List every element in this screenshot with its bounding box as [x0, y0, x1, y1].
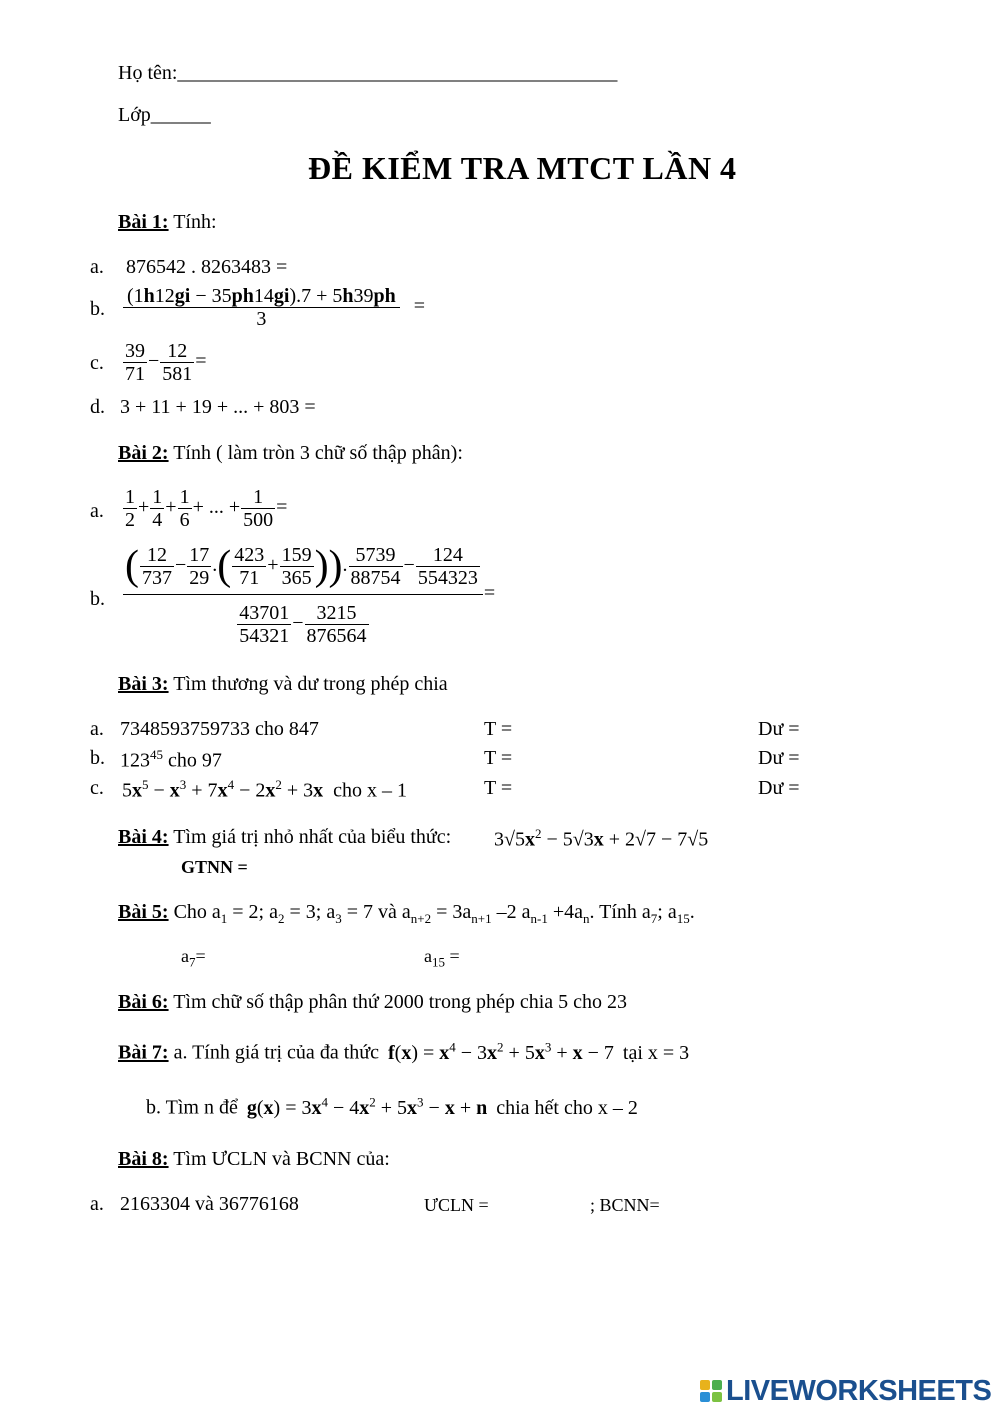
num-part: h — [342, 285, 354, 307]
bai3-b-expr — [120, 747, 222, 773]
math: x — [593, 828, 604, 851]
operator: . — [212, 554, 218, 576]
logo-square — [700, 1392, 710, 1402]
paren: )) — [314, 543, 343, 590]
sub: 7 — [189, 954, 196, 970]
bai4-heading: Bài 4: — [118, 826, 169, 848]
num-part: ph — [373, 285, 396, 307]
num-part: − 35 — [190, 285, 232, 307]
sub: 2 — [278, 911, 285, 926]
operator: − — [148, 350, 160, 373]
math: x — [572, 1041, 583, 1064]
operator: + ... + — [192, 496, 241, 519]
numerator: 39 — [125, 340, 145, 362]
denominator: 2 — [125, 509, 135, 531]
bai2-b-label: b. — [90, 588, 105, 610]
logo-mark-icon — [700, 1380, 722, 1402]
math: n — [476, 1096, 488, 1119]
text: tại x = 3 — [622, 1041, 690, 1064]
bai6-text: Tìm chữ số thập phân thứ 2000 trong phép chia 5 cho 23 — [173, 991, 628, 1013]
numerator: 423 — [234, 543, 265, 566]
bai5-heading: Bài 5: — [118, 901, 169, 923]
sub: n+2 — [410, 911, 432, 926]
math: x — [359, 1096, 370, 1119]
bai3-a-expr: 7348593759733 cho 847 — [120, 718, 319, 740]
bai3-c-remainder[interactable]: Dư = — [758, 777, 800, 799]
bai2-a-expr — [122, 486, 287, 531]
numerator: 1 — [125, 486, 135, 508]
big-fraction — [123, 540, 483, 648]
math: x — [444, 1096, 455, 1119]
bai2-heading-line — [118, 442, 463, 465]
logo-square — [712, 1392, 722, 1402]
fraction — [123, 340, 147, 385]
exponent: 45 — [150, 747, 163, 762]
bai1-heading: Bài 1: — [118, 211, 169, 233]
numerator: 124 — [416, 544, 480, 567]
operator: − — [292, 612, 304, 635]
sub: n — [583, 911, 590, 926]
numerator: 5739 — [349, 544, 403, 567]
bai2-b-expr — [122, 540, 495, 648]
fraction — [237, 602, 291, 647]
math: x — [524, 828, 535, 851]
numerator: 159 — [281, 543, 312, 566]
fraction — [241, 486, 275, 531]
text: . Tính a — [589, 901, 651, 923]
sub: 7 — [650, 911, 658, 926]
numerator: 3215 — [305, 602, 369, 625]
fraction — [305, 602, 369, 647]
num-part: 14 — [253, 285, 274, 307]
bai3-c-label: c. — [90, 777, 104, 799]
math: x — [217, 779, 228, 802]
denominator: 54321 — [239, 625, 290, 648]
denominator: 876564 — [306, 625, 367, 648]
fraction — [349, 544, 403, 589]
text: = 3a — [431, 901, 472, 923]
math: 2 — [275, 777, 282, 792]
logo-square — [700, 1380, 710, 1390]
operator: − — [175, 554, 187, 576]
bai8-a-expr: 2163304 và 36776168 — [120, 1193, 299, 1215]
fraction — [140, 544, 174, 589]
denominator: 71 — [125, 363, 145, 385]
bai3-a-label: a. — [90, 718, 104, 740]
bai3-b-quotient[interactable]: T = — [484, 747, 513, 769]
text: = 3; a — [284, 901, 336, 923]
bai8-line — [118, 1148, 390, 1171]
text: Cho a — [173, 901, 221, 923]
numerator: 12 — [160, 340, 194, 363]
sub: 15 — [676, 911, 690, 926]
bai1-d-expr: 3 + 11 + 19 + ... + 803 = — [120, 396, 316, 418]
math: 2 — [497, 1039, 504, 1054]
expr-tail: cho x – 1 — [333, 779, 408, 802]
text: a — [181, 946, 189, 966]
math: x — [169, 779, 180, 802]
student-class-field[interactable]: Lớp______ — [118, 104, 211, 126]
sub: 3 — [335, 911, 342, 926]
fraction — [178, 486, 192, 531]
denominator: 4 — [152, 509, 163, 531]
operator: + — [138, 496, 150, 519]
bai8-ucln-field[interactable]: ƯCLN = — [424, 1195, 489, 1215]
denominator: 29 — [189, 566, 210, 589]
denominator: 71 — [239, 566, 260, 589]
math: x — [265, 779, 276, 802]
bai2-heading: Bài 2: — [118, 442, 169, 464]
bai3-heading: Bài 3: — [118, 673, 169, 695]
bai1-b-expr — [122, 285, 425, 330]
text: = 7 và a — [341, 901, 411, 923]
math: 5 — [142, 777, 149, 792]
math: x — [487, 1041, 498, 1064]
num-part: 12 — [154, 285, 175, 307]
math: x — [132, 779, 142, 802]
math: 3 — [179, 777, 187, 792]
bai3-b-remainder[interactable]: Dư = — [758, 747, 800, 769]
fraction — [160, 340, 194, 385]
math: 4 — [449, 1039, 456, 1054]
sub: 15 — [432, 954, 445, 970]
numerator: 17 — [189, 543, 210, 566]
bai8-bcnn-field[interactable]: ; BCNN= — [590, 1195, 660, 1215]
fraction — [280, 544, 314, 589]
student-name-field[interactable]: Họ tên:____________________________________________ — [118, 62, 618, 84]
bai3-c-quotient[interactable]: T = — [484, 777, 513, 799]
math: x — [401, 1041, 412, 1064]
bai7-a-polynomial: $f(x) = x^4 - 3x^2 + 5x^3 + x - 7$ — [387, 1039, 614, 1064]
math: x — [534, 1041, 545, 1064]
bai1-b-label: b. — [90, 298, 105, 320]
denominator: 500 — [243, 509, 274, 531]
denominator: 737 — [142, 566, 172, 589]
operator: . — [342, 554, 348, 576]
bai2-text: Tính ( làm tròn 3 chữ số thập phân): — [173, 442, 463, 464]
math: 3 — [417, 1094, 424, 1109]
numerator: 1 — [241, 486, 275, 509]
bai7-a-line — [118, 1039, 689, 1065]
math: 3 — [544, 1039, 552, 1054]
numerator: 1 — [179, 486, 190, 508]
math: 5 — [122, 779, 132, 802]
num-part: (1 — [127, 285, 144, 307]
bai1-text: Tính: — [173, 211, 217, 233]
math: 4 — [227, 777, 235, 792]
math: x — [313, 779, 324, 802]
bai5-line — [118, 901, 695, 927]
logo-square — [712, 1380, 722, 1390]
bai6-line — [118, 991, 627, 1014]
bai1-heading-line — [118, 211, 217, 234]
sub: 1 — [220, 911, 228, 926]
text: = — [445, 946, 460, 966]
equals: = — [483, 581, 496, 604]
text: –2 a — [491, 901, 531, 923]
logo-text: LIVEWORKSHEETS — [726, 1374, 992, 1407]
bai3-b-label: b. — [90, 747, 105, 769]
bai8-a-label: a. — [90, 1193, 104, 1215]
text: +4a — [547, 901, 583, 923]
bai7-b-line — [146, 1094, 638, 1120]
bai6-heading: Bài 6: — [118, 991, 169, 1013]
bai3-text: Tìm thương và dư trong phép chia — [173, 673, 448, 695]
math: f — [387, 1041, 395, 1064]
denominator: 6 — [179, 509, 190, 531]
denominator: 554323 — [417, 566, 478, 589]
text: chia hết cho x – 2 — [496, 1096, 638, 1119]
bai1-a-label: a. — [90, 256, 104, 278]
bai4-gtnn[interactable]: GTNN = — [181, 857, 248, 877]
math: 2 — [369, 1094, 376, 1109]
num-part: gi — [174, 285, 191, 307]
bai3-a-quotient[interactable]: T = — [484, 718, 513, 740]
bai4-text: Tìm giá trị nhỏ nhất của biểu thức: — [173, 826, 452, 848]
text: . — [689, 901, 695, 923]
text: = — [195, 946, 206, 966]
bai7-b-polynomial: $g(x) = 3x^4 - 4x^2 + 5x^3 - x + n$ — [246, 1094, 488, 1119]
bai1-d-label: d. — [90, 396, 105, 418]
equals: = — [276, 496, 288, 519]
bai4-heading-line — [118, 826, 451, 849]
bai1-a-expr: 876542 . 8263483 = — [126, 256, 288, 278]
fraction — [232, 544, 266, 589]
bai2-a-label: a. — [90, 500, 104, 522]
bai5-a7-field[interactable] — [181, 946, 206, 971]
bai3-heading-line — [118, 673, 448, 696]
sub: n+1 — [471, 911, 492, 926]
math: x — [439, 1041, 450, 1064]
numerator: 12 — [140, 544, 174, 567]
bai3-c-expr: $5x^5 - x^3 + 7x^4 - 2x^2 + 3x$ cho x – 1 — [122, 777, 408, 802]
denominator: 365 — [281, 566, 312, 589]
numerator: 1 — [152, 486, 163, 508]
math: 2 — [534, 826, 542, 841]
bai4-expression: $3√5x^2 - 5√3x + 2√7 - 7√5$ — [494, 826, 709, 851]
operator: + — [267, 554, 279, 576]
bai1-b-fraction — [123, 285, 400, 330]
operator: − — [403, 554, 415, 576]
num-part: 39 — [353, 285, 374, 307]
math: g — [246, 1096, 257, 1119]
sub: n-1 — [530, 911, 548, 926]
fraction — [150, 486, 164, 531]
num-part: gi — [273, 285, 290, 307]
equals: = — [413, 295, 426, 318]
denominator: 581 — [162, 363, 193, 385]
equals: = — [195, 350, 207, 373]
num-part: ph — [231, 285, 254, 307]
numerator: 43701 — [239, 602, 290, 625]
math: x — [407, 1096, 418, 1119]
bai8-heading: Bài 8: — [118, 1148, 169, 1170]
base: 123 — [120, 749, 150, 772]
expr-rest: cho 97 — [163, 749, 222, 772]
num-part: ).7 + 5 — [289, 285, 343, 307]
math: x — [263, 1096, 274, 1119]
denominator: 88754 — [350, 566, 401, 589]
bai7-heading: Bài 7: — [118, 1041, 169, 1064]
fraction — [123, 486, 137, 531]
num-part: h — [143, 285, 155, 307]
liveworksheets-logo — [700, 1376, 991, 1406]
paren: ( — [217, 543, 232, 590]
text: a. Tính giá trị của đa thức — [173, 1041, 379, 1064]
bai3-a-remainder[interactable]: Dư = — [758, 718, 800, 740]
text: b. Tìm n để — [146, 1096, 238, 1119]
bai8-text: Tìm ƯCLN và BCNN của: — [173, 1148, 390, 1170]
page-title: ĐỀ KIỂM TRA MTCT LẦN 4 — [308, 150, 737, 186]
bai1-c-expr — [122, 340, 207, 385]
bai1-c-label: c. — [90, 352, 104, 374]
paren: ( — [125, 543, 139, 590]
bai5-a15-field[interactable] — [424, 946, 460, 971]
text: a — [424, 946, 432, 966]
fraction — [416, 544, 480, 589]
operator: + — [165, 496, 177, 519]
text: ; a — [657, 901, 677, 923]
math: x — [311, 1096, 322, 1119]
text: = 2; a — [227, 901, 278, 923]
math: 4 — [321, 1094, 328, 1109]
denominator: 3 — [256, 308, 267, 330]
fraction — [187, 544, 211, 589]
